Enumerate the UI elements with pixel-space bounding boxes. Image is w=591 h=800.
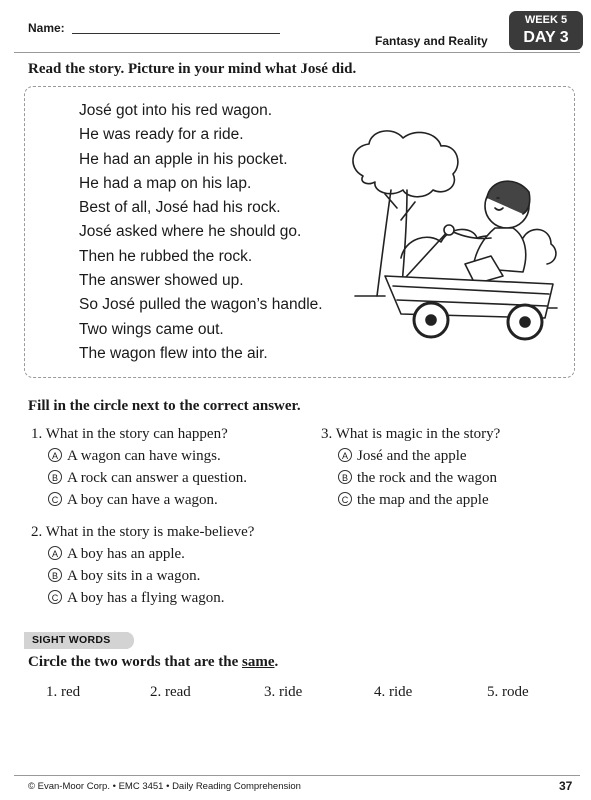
answer-option[interactable] bbox=[31, 468, 247, 490]
name-line bbox=[72, 33, 280, 34]
wagon-hub-back-shape bbox=[520, 317, 530, 327]
answer-option[interactable] bbox=[31, 566, 254, 588]
answer-option[interactable] bbox=[321, 468, 500, 490]
option-text: A boy has an apple. bbox=[67, 546, 185, 562]
option-text: A boy can have a wagon. bbox=[67, 492, 218, 508]
story-line: José got into his red wagon. bbox=[79, 102, 273, 119]
sight-words-instruction bbox=[28, 654, 278, 671]
story-line: He had a map on his lap. bbox=[79, 174, 252, 192]
footer-credit: © Evan-Moor Corp. • EMC 3451 • Daily Reading Comprehension bbox=[28, 781, 301, 792]
sight-word-item[interactable]: 2. read bbox=[150, 684, 191, 700]
story-text bbox=[79, 99, 323, 366]
story-line: The answer showed up. bbox=[79, 272, 244, 290]
option-text: A boy has a flying wagon. bbox=[67, 590, 225, 606]
bush-right-shape bbox=[523, 229, 556, 264]
option-text: A rock can answer a question. bbox=[67, 470, 247, 486]
name-label: Name: bbox=[28, 21, 65, 35]
story-line: José asked where he should go. bbox=[79, 223, 302, 241]
topic-title: Fantasy and Reality bbox=[375, 34, 488, 48]
footer-divider bbox=[14, 775, 580, 776]
answer-bubble-icon[interactable]: C bbox=[48, 590, 62, 604]
week-day-badge bbox=[509, 11, 583, 50]
instruction-suffix: . bbox=[274, 654, 279, 670]
story-line: Then he rubbed the rock. bbox=[79, 247, 253, 265]
answer-bubble-icon[interactable]: B bbox=[48, 568, 62, 582]
sight-word-item[interactable]: 1. red bbox=[46, 684, 81, 700]
option-text: the rock and the wagon bbox=[357, 470, 497, 486]
sight-words-label: SIGHT WORDS bbox=[24, 632, 128, 649]
option-text: José and the apple bbox=[357, 448, 467, 464]
story-line: Two wings came out. bbox=[79, 320, 224, 338]
story-instruction: Read the story. Picture in your mind what José did. bbox=[28, 61, 357, 77]
instruction-prefix: Circle the two words that are the bbox=[28, 654, 242, 670]
header-divider bbox=[14, 52, 580, 53]
hand-shape bbox=[444, 225, 454, 235]
story-line: Best of all, José had his rock. bbox=[79, 199, 281, 217]
day-label: DAY 3 bbox=[523, 29, 569, 46]
answer-option[interactable] bbox=[31, 446, 247, 468]
question-2 bbox=[31, 522, 254, 610]
questions-instruction: Fill in the circle next to the correct answer. bbox=[28, 398, 301, 414]
sight-word-item[interactable]: 5. rode bbox=[487, 684, 529, 700]
boy-wagon-illustration bbox=[345, 128, 560, 350]
question-text: 3. What is magic in the story? bbox=[321, 426, 501, 442]
answer-option[interactable] bbox=[321, 490, 500, 512]
story-line: He was ready for a ride. bbox=[79, 126, 244, 144]
answer-bubble-icon[interactable]: B bbox=[48, 470, 62, 484]
option-text: A boy sits in a wagon. bbox=[67, 568, 201, 584]
answer-bubble-icon[interactable]: C bbox=[338, 492, 352, 506]
answer-bubble-icon[interactable]: A bbox=[48, 546, 62, 560]
option-text: A wagon can have wings. bbox=[67, 448, 221, 464]
question-text: 2. What in the story is make-believe? bbox=[31, 524, 255, 540]
sight-word-item[interactable]: 4. ride bbox=[374, 684, 413, 700]
instruction-emphasis: same bbox=[241, 654, 275, 670]
answer-option[interactable] bbox=[321, 446, 500, 468]
question-3 bbox=[321, 424, 500, 512]
answer-bubble-icon[interactable]: C bbox=[48, 492, 62, 506]
question-text: 1. What in the story can happen? bbox=[31, 426, 228, 442]
story-line: The wagon flew into the air. bbox=[79, 344, 268, 362]
sight-word-item[interactable]: 3. ride bbox=[264, 684, 303, 700]
answer-option[interactable] bbox=[31, 544, 254, 566]
page-number: 37 bbox=[559, 779, 573, 793]
answer-option[interactable] bbox=[31, 490, 247, 512]
wagon-hub-front-shape bbox=[426, 315, 436, 325]
answer-bubble-icon[interactable]: A bbox=[48, 448, 62, 462]
story-line: So José pulled the wagon’s handle. bbox=[79, 296, 323, 314]
tree-canopy-shape bbox=[353, 131, 458, 197]
question-1 bbox=[31, 424, 247, 512]
story-line: He had an apple in his pocket. bbox=[79, 150, 288, 168]
week-label: WEEK 5 bbox=[524, 14, 568, 26]
option-text: the map and the apple bbox=[357, 492, 489, 508]
answer-option[interactable] bbox=[31, 588, 254, 610]
answer-bubble-icon[interactable]: A bbox=[338, 448, 352, 462]
answer-bubble-icon[interactable]: B bbox=[338, 470, 352, 484]
